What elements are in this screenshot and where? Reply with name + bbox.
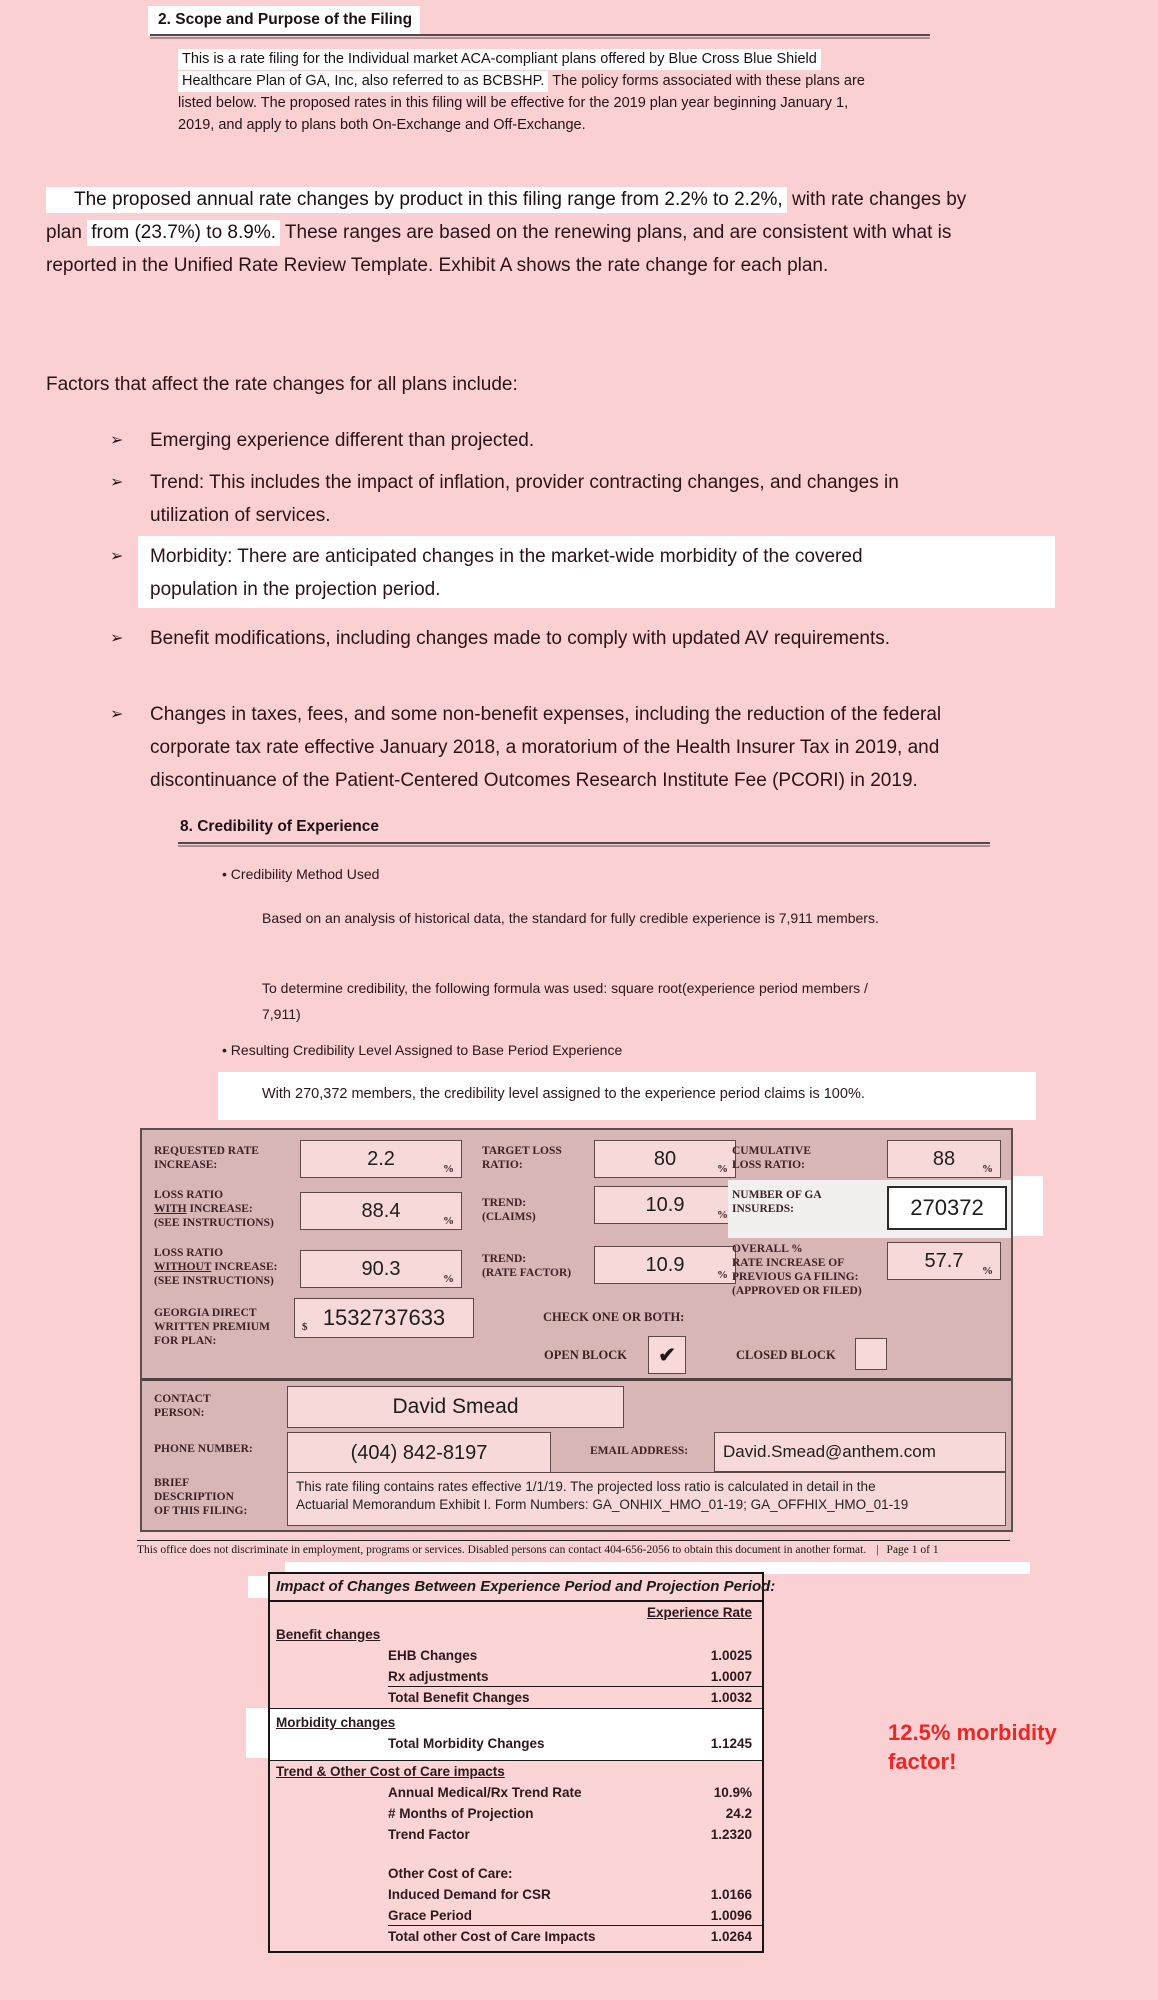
- percent-sign: %: [717, 1163, 728, 1175]
- loss-ratio-with-field[interactable]: 88.4 %: [300, 1192, 462, 1230]
- scope-line4: 2019, and apply to plans both On-Exchange and Off-Exchange.: [178, 117, 586, 133]
- arrow-bullet-icon: ➢: [110, 548, 124, 565]
- open-block-label: OPEN BLOCK: [544, 1348, 627, 1362]
- requested-rate-field[interactable]: 2.2 %: [300, 1140, 462, 1178]
- page-footer: [137, 1540, 1010, 1556]
- target-loss-field[interactable]: 80 %: [594, 1140, 736, 1178]
- table-row-trend-factor: Trend Factor 1.2320: [388, 1827, 752, 1842]
- table-row-total-morbidity: Total Morbidity Changes 1.1245: [388, 1736, 752, 1751]
- table-row-trend-rate: Annual Medical/Rx Trend Rate 10.9%: [388, 1785, 752, 1800]
- contact-person-label: CONTACT PERSON:: [154, 1393, 211, 1419]
- bullet-benefit-mods: [110, 622, 890, 655]
- experience-rate-header: Experience Rate: [646, 1605, 752, 1620]
- check-one-or-both-label: CHECK ONE OR BOTH:: [543, 1310, 685, 1324]
- rate-line2-pre: plan: [46, 222, 88, 243]
- bullet-trend-text: Trend: This includes the impact of inflation, provider contracting changes, and changes in utilization of services.: [150, 472, 899, 526]
- overall-rate-increase-field[interactable]: 57.7 %: [887, 1242, 1001, 1280]
- bullet-morbidity-text: Morbidity: There are anticipated changes in the market-wide morbidity of the covered population in the projection period.: [150, 546, 863, 600]
- bullet-taxes-text: Changes in taxes, fees, and some non-benefit expenses, including the reduction of the federal corporate tax rate effective January 2018, a moratorium of the Health Insurer Tax in 2019, and discontinuance of the Patient-Centered Outcomes Research Institute Fee (PCORI) in 2019.: [150, 704, 942, 791]
- table-title-left-highlight: [248, 1576, 268, 1598]
- phone-number-field[interactable]: (404) 842-8197: [287, 1432, 551, 1474]
- rate-change-paragraph: [46, 183, 966, 282]
- percent-sign: %: [982, 1163, 993, 1175]
- table-row-months: # Months of Projection 24.2: [388, 1806, 752, 1821]
- closed-block-checkbox[interactable]: [855, 1338, 887, 1370]
- footer-separator: |: [876, 1544, 879, 1556]
- bullet-emerging-text: Emerging experience different than projected.: [150, 430, 535, 451]
- email-address-field[interactable]: David.Smead@anthem.com: [714, 1432, 1006, 1472]
- georgia-premium-field[interactable]: $ 1532737633: [294, 1298, 474, 1338]
- phone-number-label: PHONE NUMBER:: [154, 1443, 253, 1455]
- impact-table: [268, 1572, 776, 1953]
- table-row-total-benefit: Total Benefit Changes 1.0032: [388, 1690, 752, 1705]
- morbidity-changes-header: Morbidity changes: [276, 1715, 396, 1730]
- section8-heading: 8. Credibility of Experience: [180, 818, 379, 835]
- scope-paragraph: [178, 48, 865, 136]
- morbidity-section-highlight: [270, 1709, 762, 1760]
- rate-filing-form: [140, 1128, 1013, 1532]
- credibility-level-bullet: • Resulting Credibility Level Assigned to Base Period Experience: [222, 1042, 623, 1058]
- percent-sign: %: [717, 1209, 728, 1221]
- email-address-label: EMAIL ADDRESS:: [590, 1445, 689, 1457]
- arrow-bullet-icon: ➢: [110, 474, 124, 491]
- scope-highlight-line1: This is a rate filing for the Individual market ACA-compliant plans offered by Blue Cross Blue Shield: [178, 49, 821, 70]
- table-row-total-other: Total other Cost of Care Impacts 1.0264: [388, 1929, 752, 1944]
- contact-person-field[interactable]: David Smead: [287, 1386, 624, 1428]
- cumulative-loss-field[interactable]: 88 %: [887, 1140, 1001, 1178]
- scope-line2-rest: The policy forms associated with these plans are: [548, 73, 865, 89]
- closed-block-label: CLOSED BLOCK: [736, 1348, 836, 1362]
- bullet-trend: [110, 466, 899, 532]
- section2-rule: [150, 34, 930, 36]
- benefit-changes-header: Benefit changes: [276, 1627, 381, 1642]
- credibility-result-text: With 270,372 members, the credibility level assigned to the experience period claims is 100%.: [262, 1086, 865, 1102]
- georgia-premium-label: GEORGIA DIRECT WRITTEN PREMIUM FOR PLAN:: [154, 1307, 270, 1347]
- table-row-grace-period: Grace Period 1.0096: [270, 1905, 762, 1926]
- brief-description-field[interactable]: This rate filing contains rates effective 1/1/19. The projected loss ratio is calculated in detail in the Actuarial Memorandum Exhibit I. Form Numbers: GA_ONHIX_HMO_01-19; GA_OFFHIX_HMO_01-19: [287, 1472, 1006, 1526]
- loss-ratio-without-label: LOSS RATIO WITHOUT INCREASE: (SEE INSTRUCTIONS): [154, 1247, 278, 1287]
- rate-line2-rest: These ranges are based on the renewing plans, and are consistent with what is: [280, 222, 952, 243]
- section2-heading: 2. Scope and Purpose of the Filing: [158, 11, 413, 28]
- credibility-method-bullet: • Credibility Method Used: [222, 866, 380, 882]
- trend-rate-factor-label: TREND: (RATE FACTOR): [482, 1253, 572, 1279]
- trend-claims-label: TREND: (CLAIMS): [482, 1197, 536, 1223]
- dollar-sign: $: [302, 1321, 308, 1333]
- scope-line3: listed below. The proposed rates in this filing will be effective for the 2019 plan year beginning January 1,: [178, 95, 849, 111]
- percent-sign: %: [443, 1163, 454, 1175]
- number-insureds-label: NUMBER OF GA INSUREDS:: [732, 1189, 822, 1215]
- arrow-bullet-icon: ➢: [110, 706, 124, 723]
- trend-rate-factor-field[interactable]: 10.9 %: [594, 1246, 736, 1284]
- form-section-divider: [142, 1378, 1011, 1381]
- brief-description-label: BRIEF DESCRIPTION OF THIS FILING:: [154, 1477, 248, 1517]
- table-row-induced-demand: Induced Demand for CSR 1.0166: [388, 1887, 752, 1902]
- factors-intro: Factors that affect the rate changes for all plans include:: [46, 374, 518, 395]
- cumulative-loss-label: CUMULATIVE LOSS RATIO:: [732, 1145, 812, 1171]
- percent-sign: %: [443, 1215, 454, 1227]
- footer-notice: This office does not discriminate in employment, programs or services. Disabled persons can contact 404-656-2056 to obtain this document in another format.: [137, 1544, 867, 1556]
- arrow-bullet-icon: ➢: [110, 432, 124, 449]
- table-morbidity-left-highlight: [246, 1708, 268, 1758]
- target-loss-label: TARGET LOSS RATIO:: [482, 1145, 562, 1171]
- arrow-bullet-icon: ➢: [110, 630, 124, 647]
- bullet-taxes: [110, 698, 941, 797]
- scope-highlight-line2: Healthcare Plan of GA, Inc, also referred to as BCBSHP.: [178, 71, 548, 92]
- loss-ratio-without-field[interactable]: 90.3 %: [300, 1250, 462, 1288]
- section8-rule: [178, 842, 990, 844]
- number-insureds-field[interactable]: 270372: [887, 1186, 1007, 1230]
- table-row-ehb: EHB Changes 1.0025: [388, 1648, 752, 1663]
- bullet-morbidity: [110, 540, 863, 606]
- table-row-other-cost: Other Cost of Care:: [388, 1866, 513, 1881]
- table-blank-row: [270, 1845, 762, 1863]
- percent-sign: %: [443, 1273, 454, 1285]
- footer-page-number: Page 1 of 1: [886, 1544, 939, 1556]
- rate-line1-rest: with rate changes by: [786, 189, 967, 210]
- bullet-emerging: [110, 424, 534, 457]
- check-icon: ✔: [658, 1343, 676, 1367]
- percent-sign: %: [982, 1265, 993, 1277]
- percent-sign: %: [717, 1269, 728, 1281]
- loss-ratio-with-label: LOSS RATIO WITH INCREASE: (SEE INSTRUCTIONS): [154, 1189, 274, 1229]
- overall-rate-increase-label: OVERALL % RATE INCREASE OF PREVIOUS GA FILING: (APPROVED OR FILED): [732, 1243, 862, 1297]
- impact-table-title: Impact of Changes Between Experience Period and Projection Period:: [270, 1574, 762, 1602]
- trend-claims-field[interactable]: 10.9 %: [594, 1186, 736, 1224]
- bullet-benefit-mods-text: Benefit modifications, including changes made to comply with updated AV requirements.: [150, 628, 891, 649]
- morbidity-factor-annotation: 12.5% morbidity factor!: [888, 1720, 1057, 1774]
- plan-range-highlight: from (23.7%) to 8.9%.: [87, 220, 280, 246]
- open-block-checkbox[interactable]: [648, 1336, 686, 1374]
- rate-range-highlight: The proposed annual rate changes by product in this filing range from 2.2% to 2.2%,: [46, 187, 787, 213]
- credibility-formula: To determine credibility, the following formula was used: square root(experience period members / 7,911): [262, 980, 868, 1022]
- table-row-rx: Rx adjustments 1.0007: [270, 1666, 762, 1687]
- credibility-standard-text: Based on an analysis of historical data, the standard for fully credible experience is 7,911 members.: [262, 910, 879, 926]
- insureds-highlight-overflow: [1013, 1176, 1043, 1236]
- rate-line3: reported in the Unified Rate Review Template. Exhibit A shows the rate change for each plan.: [46, 255, 829, 276]
- requested-rate-label: REQUESTED RATE INCREASE:: [154, 1145, 259, 1171]
- trend-section-header: Trend & Other Cost of Care impacts: [276, 1764, 505, 1779]
